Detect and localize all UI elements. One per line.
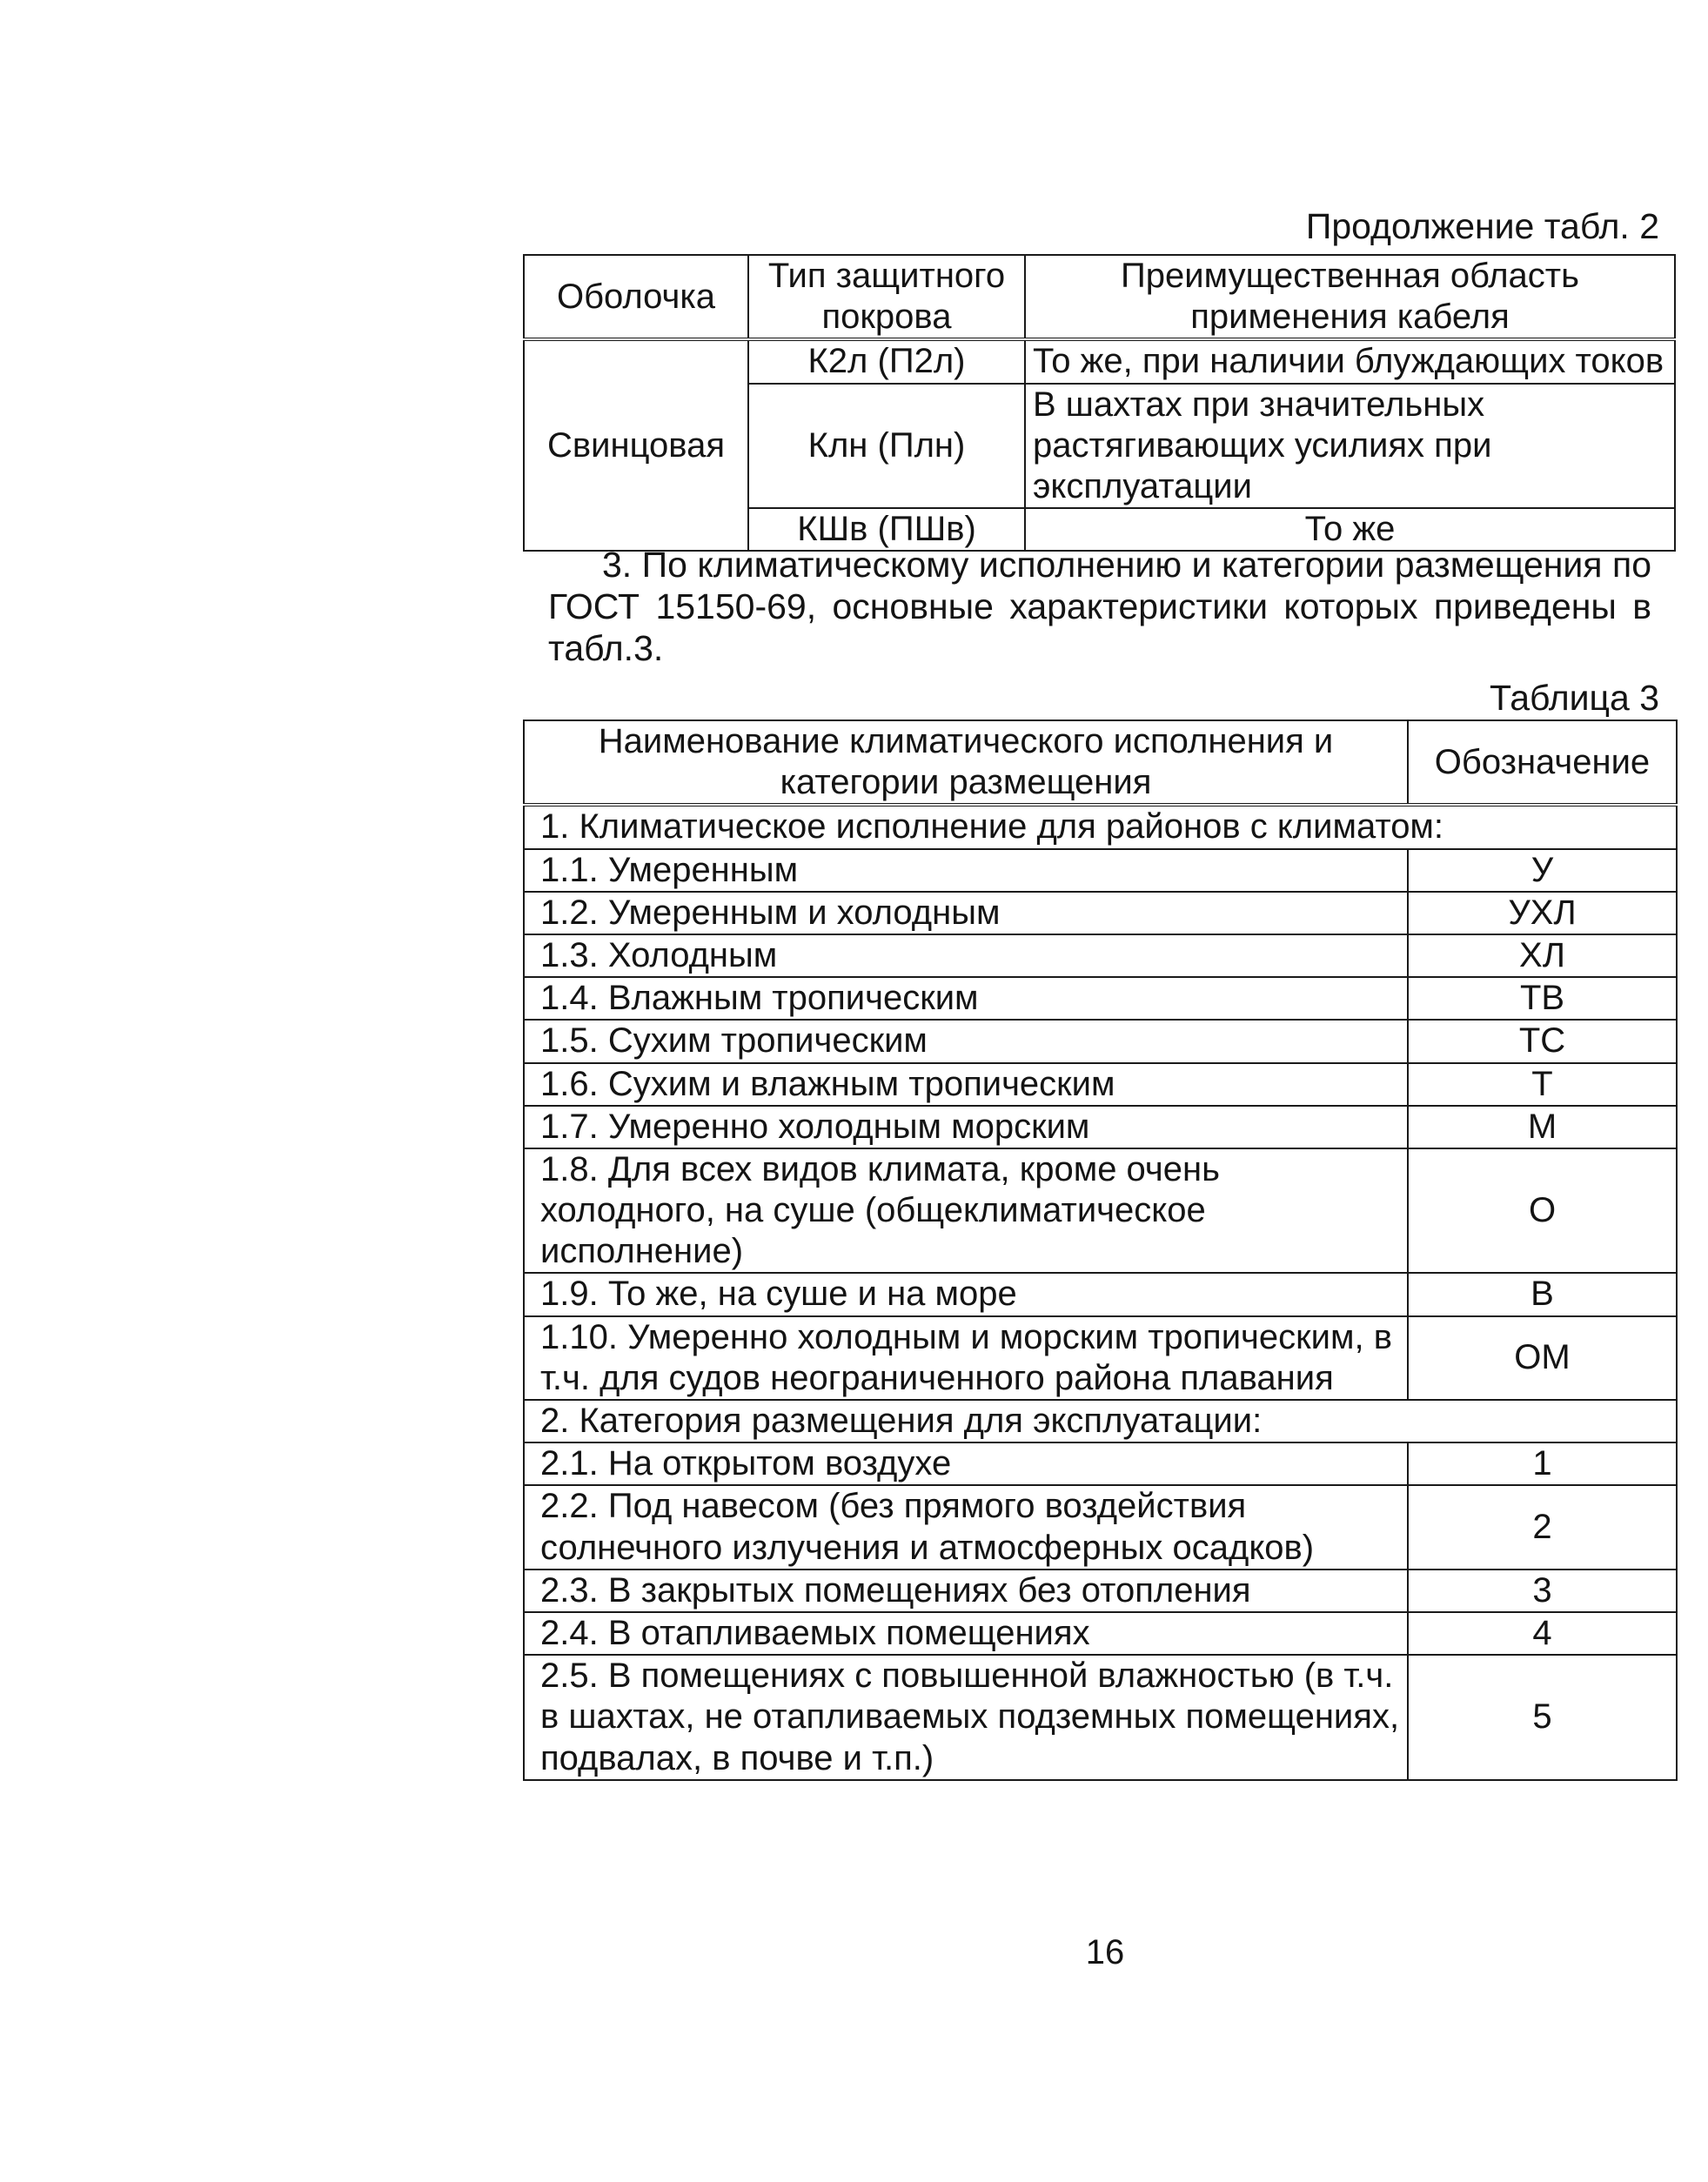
name-cell: 1.3. Холодным (524, 934, 1408, 977)
table-2-caption: Продолжение табл. 2 (1305, 206, 1659, 246)
designation-cell: ХЛ (1408, 934, 1677, 977)
name-cell: 1.6. Сухим и влажным тропическим (524, 1063, 1408, 1106)
cover-type-cell: Клн (Плн) (748, 384, 1025, 509)
application-cell: В шахтах при значительных растягивающих усилиях при эксплуатации (1025, 384, 1675, 509)
section-heading: 2. Категория размещения для эксплуатации: (524, 1400, 1677, 1442)
table-row (524, 1655, 1677, 1780)
name-cell: 1.7. Умеренно холодным морским (524, 1106, 1408, 1148)
name-cell: 2.1. На открытом воздухе (524, 1442, 1408, 1485)
table-row (524, 1316, 1677, 1400)
table-3-caption: Таблица 3 (1490, 678, 1659, 718)
table-row (524, 1485, 1677, 1569)
section-row (524, 805, 1677, 848)
table-row (524, 1273, 1677, 1315)
section-row (524, 1400, 1677, 1442)
designation-cell: 2 (1408, 1485, 1677, 1569)
table-row (524, 849, 1677, 892)
table-row (524, 1442, 1677, 1485)
name-cell: 1.10. Умеренно холодным и морским тропическим, в т.ч. для судов неограниченного района плавания (524, 1316, 1408, 1400)
table-row (524, 339, 1675, 383)
cover-type-cell: К2л (П2л) (748, 339, 1025, 383)
designation-cell: УХЛ (1408, 892, 1677, 934)
header-designation: Обозначение (1408, 720, 1677, 805)
name-cell: 1.4. Влажным тропическим (524, 977, 1408, 1020)
table-row (524, 1106, 1677, 1148)
application-cell: То же, при наличии блуждающих токов (1025, 339, 1675, 383)
application-cell: То же (1025, 508, 1675, 551)
name-cell: 1.1. Умеренным (524, 849, 1408, 892)
designation-cell: 5 (1408, 1655, 1677, 1780)
table-row (524, 934, 1677, 977)
designation-cell: О (1408, 1148, 1677, 1274)
header-sheath: Оболочка (524, 255, 748, 339)
table-row (524, 892, 1677, 934)
name-cell: 2.3. В закрытых помещениях без отопления (524, 1570, 1408, 1612)
page-number: 16 (1085, 1933, 1125, 1971)
table-row (524, 1148, 1677, 1274)
paragraph-text: 3. По климатическому исполнению и категории размещения по ГОСТ 15150-69, основные характеристики которых приведены в табл.3. (548, 545, 1651, 668)
designation-cell: 4 (1408, 1612, 1677, 1655)
header-name: Наименование климатического исполнения и категории размещения (524, 720, 1408, 805)
table-row (524, 1020, 1677, 1062)
header-application: Преимущественная область применения кабеля (1025, 255, 1675, 339)
designation-cell: У (1408, 849, 1677, 892)
header-cover-type: Тип защитного покрова (748, 255, 1025, 339)
name-cell: 1.9. То же, на суше и на море (524, 1273, 1408, 1315)
name-cell: 1.5. Сухим тропическим (524, 1020, 1408, 1062)
designation-cell: ТВ (1408, 977, 1677, 1020)
designation-cell: 1 (1408, 1442, 1677, 1485)
table-row (524, 1612, 1677, 1655)
table-row (524, 977, 1677, 1020)
cover-type-cell: КШв (ПШв) (748, 508, 1025, 551)
body-paragraph (548, 544, 1651, 669)
designation-cell: ОМ (1408, 1316, 1677, 1400)
designation-cell: ТС (1408, 1020, 1677, 1062)
table-row (524, 1063, 1677, 1106)
designation-cell: В (1408, 1273, 1677, 1315)
name-cell: 2.4. В отапливаемых помещениях (524, 1612, 1408, 1655)
table-3-header-row (524, 720, 1677, 805)
table-3 (523, 720, 1678, 1781)
designation-cell: М (1408, 1106, 1677, 1148)
table-2-header-row (524, 255, 1675, 339)
name-cell: 1.8. Для всех видов климата, кроме очень холодного, на суше (общеклиматическое исполнение) (524, 1148, 1408, 1274)
designation-cell: Т (1408, 1063, 1677, 1106)
name-cell: 2.2. Под навесом (без прямого воздействия солнечного излучения и атмосферных осадков) (524, 1485, 1408, 1569)
designation-cell: 3 (1408, 1570, 1677, 1612)
section-heading: 1. Климатическое исполнение для районов с климатом: (524, 805, 1677, 848)
table-2 (523, 254, 1676, 552)
name-cell: 1.2. Умеренным и холодным (524, 892, 1408, 934)
sheath-cell: Свинцовая (524, 339, 748, 551)
table-row (524, 1570, 1677, 1612)
name-cell: 2.5. В помещениях с повышенной влажностью (в т.ч. в шахтах, не отапливаемых подземных помещениях, подвалах, в почве и т.п.) (524, 1655, 1408, 1780)
